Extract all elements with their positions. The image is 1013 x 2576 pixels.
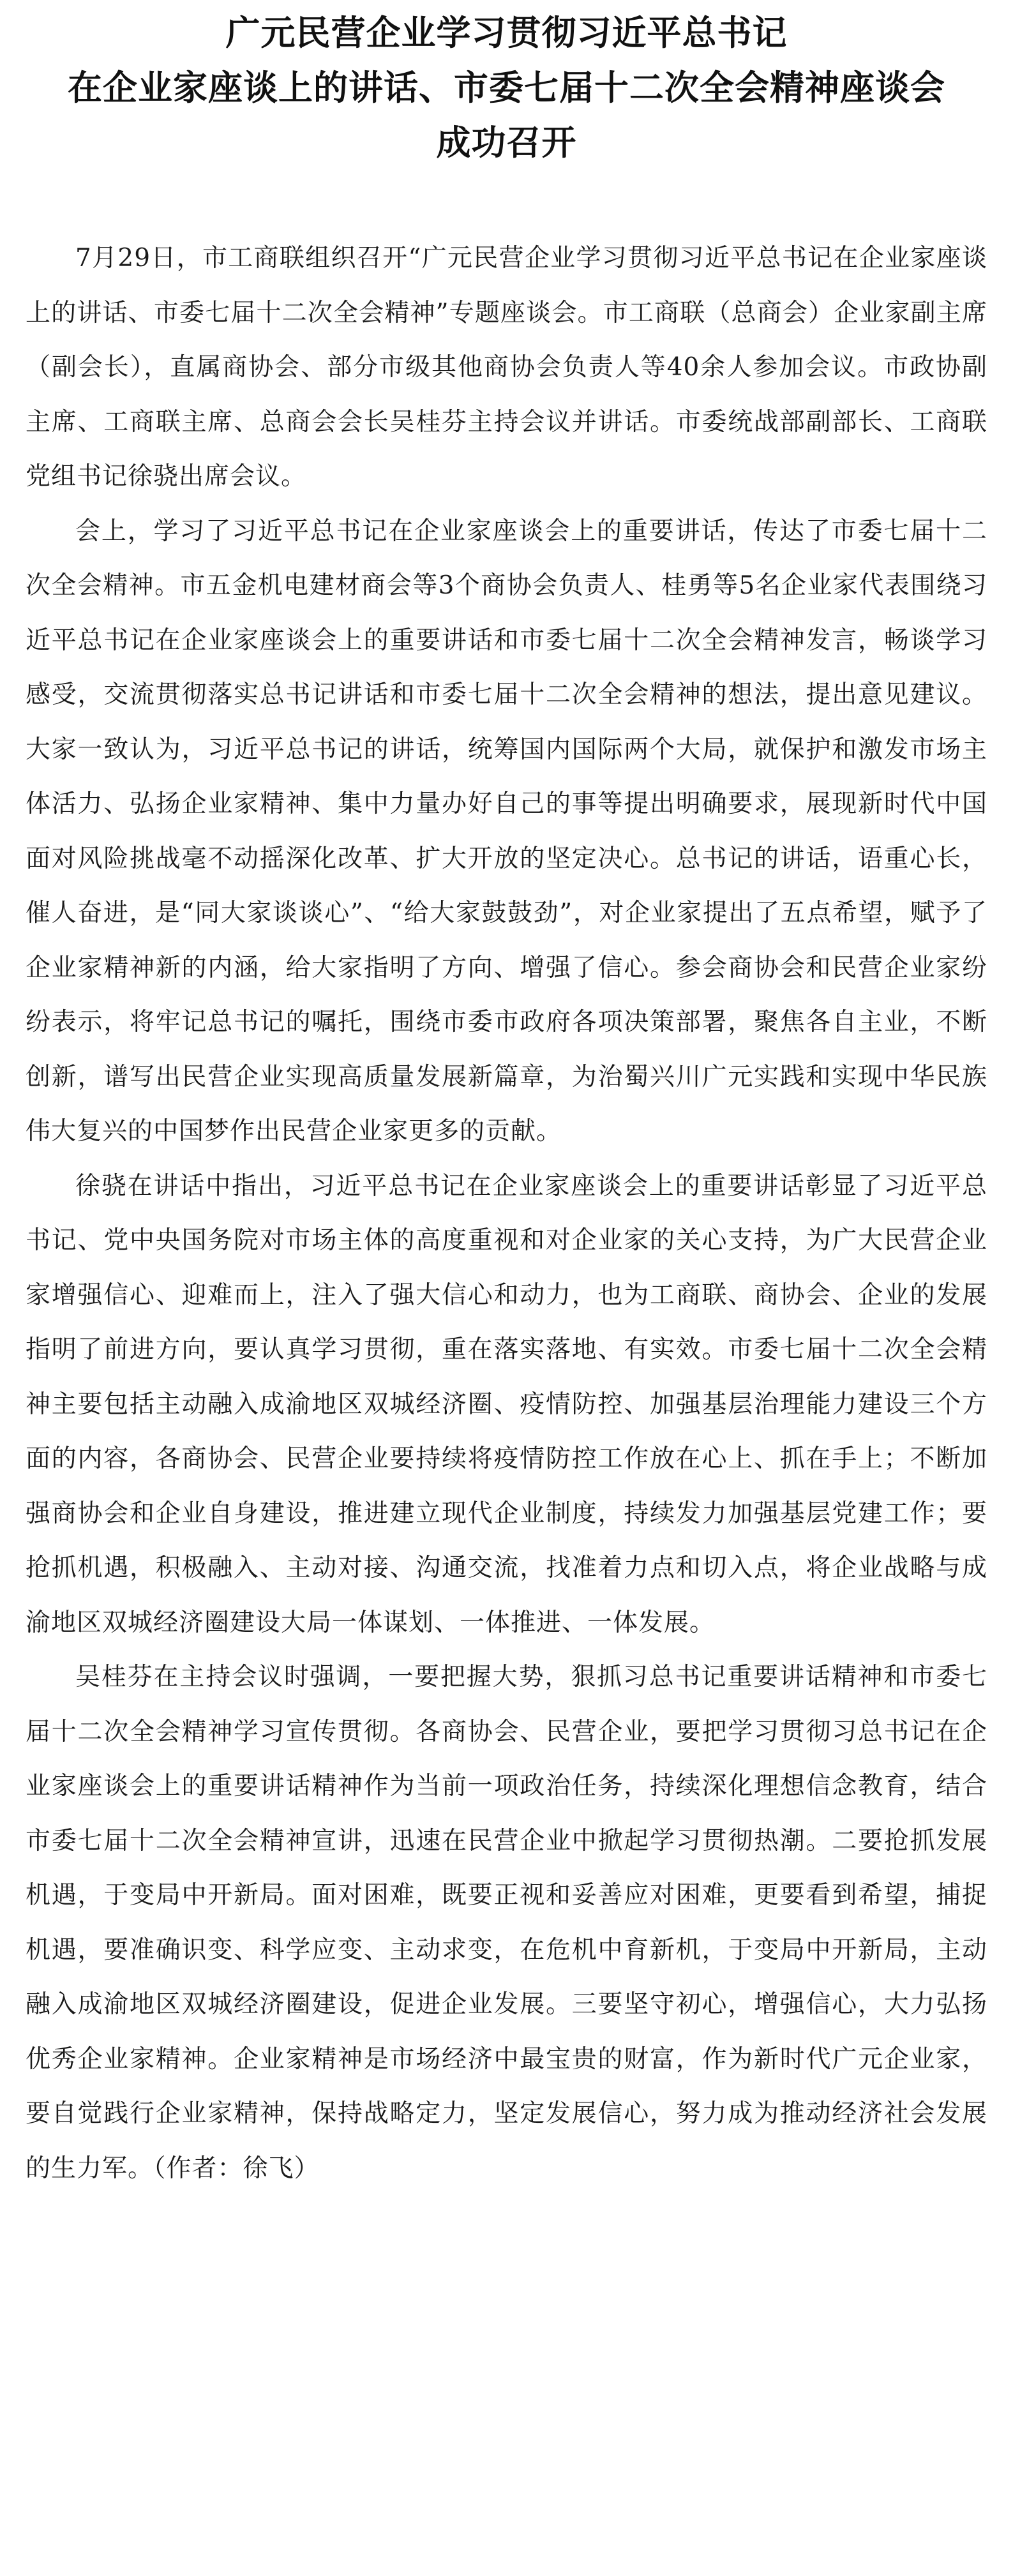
- paragraph-wu-guifen-emphasis: 吴桂芬在主持会议时强调，一要把握大势，狠抓习总书记重要讲话精神和市委七届十二次全会精神学习宣传贯彻。各商协会、民营企业，要把学习贯彻习总书记在企业家座谈会上的重要讲话精神作为当前一项政治任务，持续深化理想信念教育，结合市委七届十二次全会精神宣讲，迅速在民营企业中掀起学习贯彻热潮。二要抢抓发展机遇，于变局中开新局。面对困难，既要正视和妥善应对困难，更要看到希望，捕捉机遇，要准确识变、科学应变、主动求变，在危机中育新机，于变局中开新局，主动融入成渝地区双城经济圈建设，促进企业发展。三要坚守初心，增强信心，大力弘扬优秀企业家精神。企业家精神是市场经济中最宝贵的财富，作为新时代广元企业家，要自觉践行企业家精神，保持战略定力，坚定发展信心，努力成为推动经济社会发展的生力军。（作者：徐飞）: [26, 1663, 987, 2183]
- title-line-2: 在企业家座谈上的讲话、市委七届十二次全会精神座谈会: [68, 67, 945, 108]
- article-title: [26, 0, 987, 170]
- title-line-1: 广元民营企业学习贯彻习近平总书记: [225, 12, 788, 53]
- title-line-3: 成功召开: [436, 122, 577, 163]
- article-body: [26, 231, 987, 2196]
- paragraph-meeting-overview: 7月29日，市工商联组织召开“广元民营企业学习贯彻习近平总书记在企业家座谈上的讲话、市委七届十二次全会精神”专题座谈会。市工商联（总商会）企业家副主席（副会长），直属商协会、部分市级其他商协会负责人等40余人参加会议。市政协副主席、工商联主席、总商会会长吴桂芬主持会议并讲话。市委统战部副部长、工商联党组书记徐骁出席会议。: [26, 244, 987, 491]
- paragraph-meeting-content: 会上，学习了习近平总书记在企业家座谈会上的重要讲话，传达了市委七届十二次全会精神。市五金机电建材商会等3个商协会负责人、桂勇等5名企业家代表围绕习近平总书记在企业家座谈会上的重要讲话和市委七届十二次全会精神发言，畅谈学习感受，交流贯彻落实总书记讲话和市委七届十二次全会精神的想法，提出意见建议。大家一致认为，习近平总书记的讲话，统筹国内国际两个大局，就保护和激发市场主体活力、弘扬企业家精神、集中力量办好自己的事等提出明确要求，展现新时代中国面对风险挑战毫不动摇深化改革、扩大开放的坚定决心。总书记的讲话，语重心长，催人奋进，是“同大家谈谈心”、“给大家鼓鼓劲”，对企业家提出了五点希望，赋予了企业家精神新的内涵，给大家指明了方向、增强了信心。参会商协会和民营企业家纷纷表示，将牢记总书记的嘱托，围绕市委市政府各项决策部署，聚焦各自主业，不断创新，谱写出民营企业实现高质量发展新篇章，为治蜀兴川广元实践和实现中华民族伟大复兴的中国梦作出民营企业家更多的贡献。: [26, 516, 987, 1146]
- paragraph-xu-xiao-speech: 徐骁在讲话中指出，习近平总书记在企业家座谈会上的重要讲话彰显了习近平总书记、党中央国务院对市场主体的高度重视和对企业家的关心支持，为广大民营企业家增强信心、迎难而上，注入了强大信心和动力，也为工商联、商协会、企业的发展指明了前进方向，要认真学习贯彻，重在落实落地、有实效。市委七届十二次全会精神主要包括主动融入成渝地区双城经济圈、疫情防控、加强基层治理能力建设三个方面的内容，各商协会、民营企业要持续将疫情防控工作放在心上、抓在手上；不断加强商协会和企业自身建设，推进建立现代企业制度，持续发力加强基层党建工作；要抢抓机遇，积极融入、主动对接、沟通交流，找准着力点和切入点，将企业战略与成渝地区双城经济圈建设大局一体谋划、一体推进、一体发展。: [26, 1171, 987, 1637]
